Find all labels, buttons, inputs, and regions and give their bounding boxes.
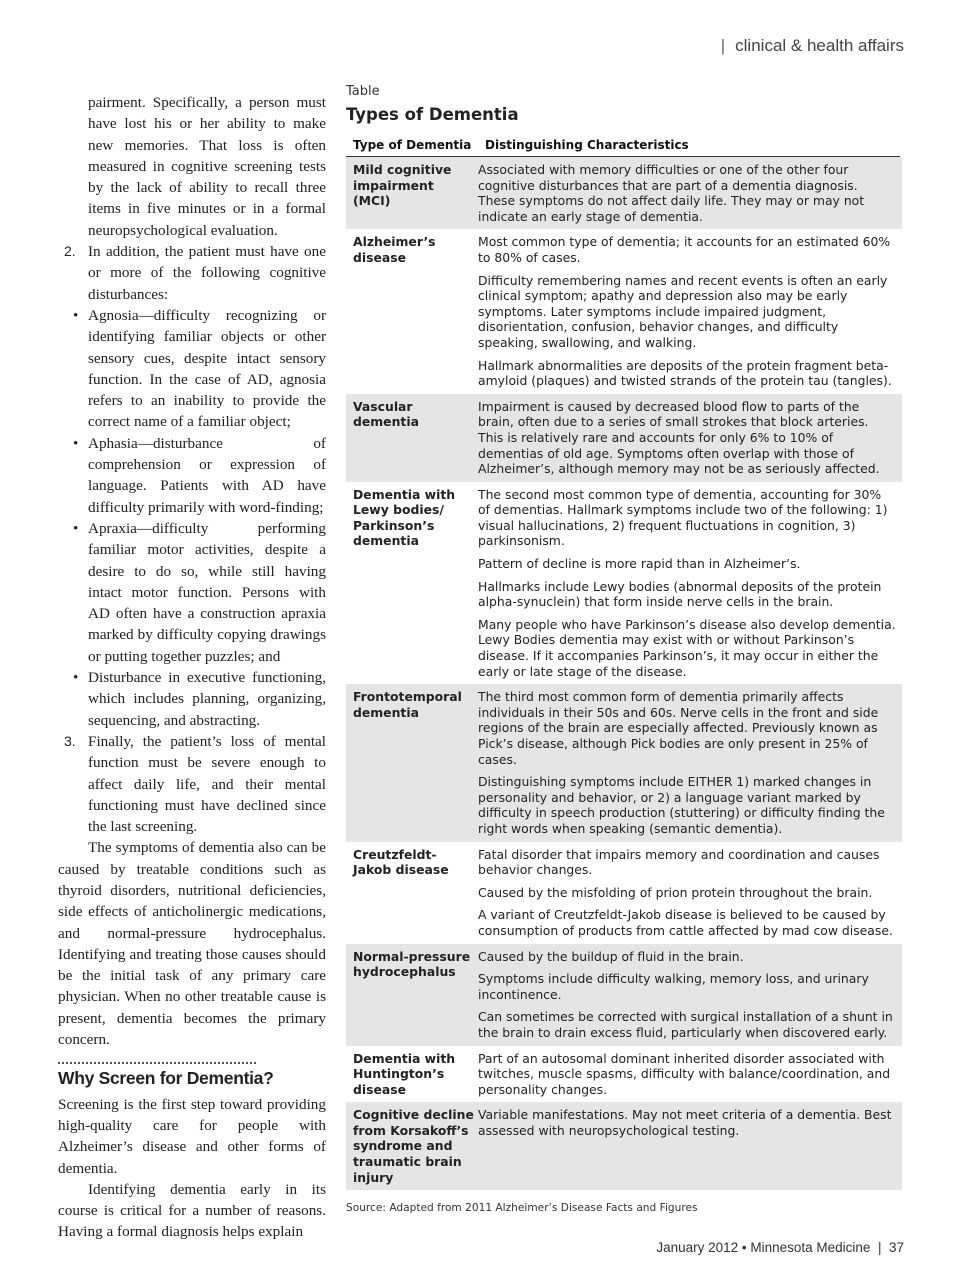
- body-paragraph: Identifying dementia early in its course is critical for a number of reasons. Having a formal diagnosis helps explain: [58, 1180, 326, 1241]
- table-row: [346, 394, 902, 482]
- table-label: Table: [346, 84, 380, 99]
- table-row: [346, 684, 902, 841]
- table-row: [346, 482, 902, 685]
- characteristic-paragraph: Impairment is caused by decreased blood flow to parts of the brain, often due to a series of small strokes that block arteries. This is relatively rare and accounts for only 6% to 10% of dementias of old age. Symptoms often overlap with those of Alzheimer’s, although memory may not be as seriously affected.: [478, 398, 880, 477]
- numbered-item-3: [58, 731, 326, 837]
- characteristic-paragraph: Associated with memory difficulties or one of the other four cognitive disturbances that are part of a dementia diagnosis. These symptoms do not affect daily life. They may or may not indicate an early stage of dementia.: [478, 162, 865, 224]
- table-row: [346, 944, 902, 1046]
- characteristics-cell: [478, 482, 902, 685]
- bullet-text: Aphasia—disturbance of comprehension or expression of language. Patients with AD have difficulty primarily with word-finding;: [88, 434, 326, 516]
- dementia-type-cell: Dementia with Huntington’s disease: [353, 1050, 456, 1097]
- characteristic-paragraph: Caused by the buildup of fluid in the brain.: [478, 948, 744, 964]
- bullet-item: [58, 305, 326, 433]
- table-row: [346, 229, 902, 393]
- dementia-type-cell: Vascular dementia: [353, 398, 419, 430]
- characteristic-paragraph: Hallmark abnormalities are deposits of the protein fragment beta-amyloid (plaques) and twisted strands of the protein tau (tangles).: [478, 357, 892, 389]
- characteristic-paragraph: The second most common type of dementia, accounting for 30% of dementias. Hallmark symptoms include two of the following: 1) visual hallucinations, 2) frequent fluctuations in cognition, 3) parkinsonism.: [478, 486, 888, 549]
- numbered-item-2: [58, 241, 326, 305]
- bullet-icon: •: [73, 306, 79, 324]
- dementia-type-cell: Mild cognitive impairment (MCI): [353, 162, 452, 209]
- item-text: In addition, the patient must have one or more of the following cognitive disturbances:: [88, 243, 326, 303]
- characteristic-paragraph: Distinguishing symptoms include EITHER 1) marked changes in personality and behavior, or 2) a language variant marked by difficulty in speech production (stuttering) or difficulty finding the right words when speaking (semantic dementia).: [478, 774, 885, 836]
- dementia-type-cell: Normal-pressure hydrocephalus: [353, 948, 471, 980]
- dementia-type-cell: Frontotemporal dementia: [353, 689, 462, 720]
- body-paragraph: The symptoms of dementia also can be caused by treatable conditions such as thyroid disorders, nutritional deficiencies, side effects of anticholinergic medications, and normal-pressure hydrocephalus. Identifying and treating those causes should be the initial task of any primary care physician. When no other treatable cause is present, dementia becomes the primary concern.: [58, 839, 326, 1049]
- characteristics-cell: [478, 1046, 902, 1103]
- characteristics-cell: [478, 157, 902, 229]
- table-title: Types of Dementia: [346, 105, 519, 124]
- characteristics-cell: [478, 1102, 902, 1190]
- dementia-table: [346, 84, 902, 1214]
- item-number: 3.: [64, 732, 76, 749]
- characteristic-paragraph: Variable manifestations. May not meet criteria of a dementia. Best assessed with neuropsychological testing.: [478, 1107, 892, 1138]
- characteristic-paragraph: Hallmarks include Lewy bodies (abnormal deposits of the protein alpha-synuclein) that form inside nerve cells in the brain.: [478, 578, 882, 610]
- dementia-type-cell: Alzheimer’s disease: [353, 234, 436, 265]
- footer-text: January 2012 • Minnesota Medicine: [656, 1240, 871, 1255]
- bullet-icon: •: [73, 669, 79, 687]
- bullet-text: Disturbance in executive functioning, which includes planning, organizing, sequencing, and abstracting.: [88, 669, 326, 729]
- bullet-item: [58, 518, 326, 667]
- section-heading: Why Screen for Dementia?: [58, 1068, 274, 1089]
- bullet-text: Agnosia—difficulty recognizing or identifying familiar objects or other sensory cues, despite intact sensory function. In the case of AD, agnosia refers to an inability to provide the correct name of a familiar object;: [88, 306, 326, 431]
- characteristic-paragraph: Caused by the misfolding of prion protein throughout the brain.: [478, 884, 873, 900]
- column-header: Type of Dementia: [353, 138, 472, 152]
- section-divider: [58, 1062, 256, 1064]
- bullet-item: [58, 433, 326, 518]
- left-column: [58, 92, 326, 1243]
- table-row: [346, 1046, 902, 1103]
- header-divider: |: [720, 36, 726, 55]
- characteristics-cell: [478, 229, 902, 393]
- characteristics-cell: [478, 944, 902, 1046]
- item1-continuation: pairment. Specifically, a person must have lost his or her ability to make new memories. That loss is often measured in cognitive screening tests by the lack of ability to recall three items in five minutes or in a formal neuropsychological evaluation.: [88, 94, 326, 239]
- table-row: [346, 1102, 902, 1190]
- page-footer: January 2012 • Minnesota Medicine | 37: [656, 1240, 904, 1255]
- characteristic-paragraph: Part of an autosomal dominant inherited disorder associated with twitches, muscle spasms, difficulty with balance/coordination, and personality changes.: [478, 1050, 891, 1097]
- page-header: [721, 36, 904, 56]
- characteristics-cell: [478, 684, 902, 841]
- dementia-type-cell: Dementia with Lewy bodies/ Parkinson’s dementia: [353, 486, 456, 549]
- section-title: clinical & health affairs: [735, 36, 904, 55]
- item-number: 2.: [64, 243, 76, 260]
- characteristic-paragraph: Most common type of dementia; it accounts for an estimated 60% to 80% of cases.: [478, 234, 891, 265]
- table-source: Source: Adapted from 2011 Alzheimer’s Disease Facts and Figures: [346, 1202, 698, 1215]
- table-body: [346, 157, 902, 1190]
- table-row: [346, 842, 902, 944]
- bullet-item: [58, 667, 326, 731]
- bullet-icon: •: [73, 434, 79, 452]
- characteristic-paragraph: Pattern of decline is more rapid than in Alzheimer’s.: [478, 556, 801, 572]
- characteristic-paragraph: Fatal disorder that impairs memory and coordination and causes behavior changes.: [478, 846, 880, 878]
- characteristic-paragraph: Many people who have Parkinson’s disease also develop dementia. Lewy Bodies dementia may exist with or without Parkinson’s disease. If it accompanies Parkinson’s, it may occur in either the early or late stage of the disease.: [478, 616, 896, 679]
- bullet-text: Apraxia—difficulty performing familiar motor activities, despite a desire to do so, while still having intact motor function. Persons with AD often have a construction apraxia marked by difficulty copying drawings or putting together puzzles; and: [88, 519, 326, 665]
- table-header-row: [346, 138, 900, 157]
- table-row: [346, 157, 902, 229]
- column-header: Distinguishing Characteristics: [485, 138, 689, 152]
- characteristic-paragraph: Difficulty remembering names and recent events is often an early clinical symptom; apathy and depression also may be early symptoms. Later symptoms include impaired judgment, disorientation, confusion, behavior changes, and difficulty speaking, swallowing, and walking.: [478, 272, 888, 350]
- characteristic-paragraph: A variant of Creutzfeldt-Jakob disease is believed to be caused by consumption of products from cattle affected by mad cow disease.: [478, 907, 893, 938]
- page-number: 37: [888, 1240, 904, 1255]
- characteristic-paragraph: Symptoms include difficulty walking, memory loss, and urinary incontinence.: [478, 971, 869, 1002]
- body-paragraph: Screening is the first step toward providing high-quality care for people with Alzheimer’s disease and other forms of dementia.: [58, 1095, 326, 1177]
- item-text: Finally, the patient’s loss of mental function must be severe enough to affect daily life, and their mental functioning must have declined since the last screening.: [88, 732, 326, 836]
- dementia-type-cell: Creutzfeldt-Jakob disease: [353, 846, 449, 878]
- characteristic-paragraph: Can sometimes be corrected with surgical installation of a shunt in the brain to drain excess fluid, particularly when discovered early.: [478, 1009, 893, 1040]
- characteristics-cell: [478, 394, 902, 482]
- dementia-type-cell: Cognitive decline from Korsakoff’s syndrome and traumatic brain injury: [353, 1107, 474, 1185]
- bullet-icon: •: [73, 519, 79, 537]
- characteristic-paragraph: The third most common form of dementia primarily affects individuals in their 50s and 60s. Nerve cells in the front and side regions of the brain are especially affected. Previously known as Pick’s disease, although Pick bodies are only present in 25% of cases.: [478, 689, 879, 767]
- characteristics-cell: [478, 842, 902, 944]
